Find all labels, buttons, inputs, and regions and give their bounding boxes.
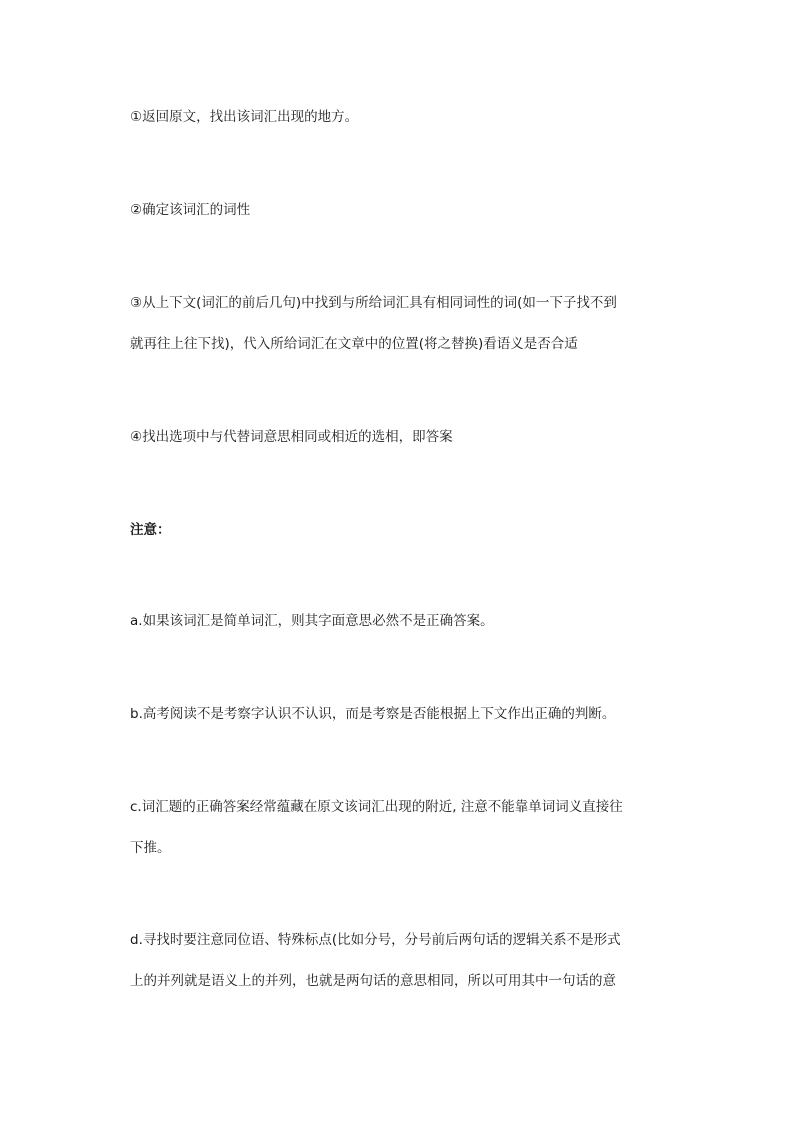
note-b-text: b.高考阅读不是考察字认识不认识，而是考察是否能根据上下文作出正确的判断。 — [130, 706, 616, 722]
step-4-text: ④找出选项中与代替词意思相同或相近的选相，即答案 — [130, 429, 453, 445]
note-heading: 注意： — [130, 522, 171, 538]
note-c-text-line-1: c.词汇题的正确答案经常蕴藏在原文该词汇出现的附近, 注意不能靠单词词义直接往 — [130, 799, 623, 815]
step-3-text-line-1: ③从上下文(词汇的前后几句)中找到与所给词汇具有相同词性的词(如一下子找不到 — [130, 295, 617, 311]
note-a-text: a.如果该词汇是简单词汇，则其字面意思必然不是正确答案。 — [130, 613, 494, 629]
step-1-text: ①返回原文，找出该词汇出现的地方。 — [130, 109, 359, 125]
note-c-text-line-2: 下推。 — [130, 840, 171, 856]
note-d-text-line-1: d.寻找时要注意同位语、特殊标点(比如分号，分号前后两句话的逻辑关系不是形式 — [130, 932, 621, 948]
note-d-text-line-2: 上的并列就是语义上的并列，也就是两句话的意思相同，所以可用其中一句话的意 — [130, 973, 616, 989]
step-3-text-line-2: 就再往上往下找)，代入所给词汇在文章中的位置(将之替换)看语义是否合适 — [130, 336, 578, 352]
step-2-text: ②确定该词汇的词性 — [130, 202, 251, 218]
